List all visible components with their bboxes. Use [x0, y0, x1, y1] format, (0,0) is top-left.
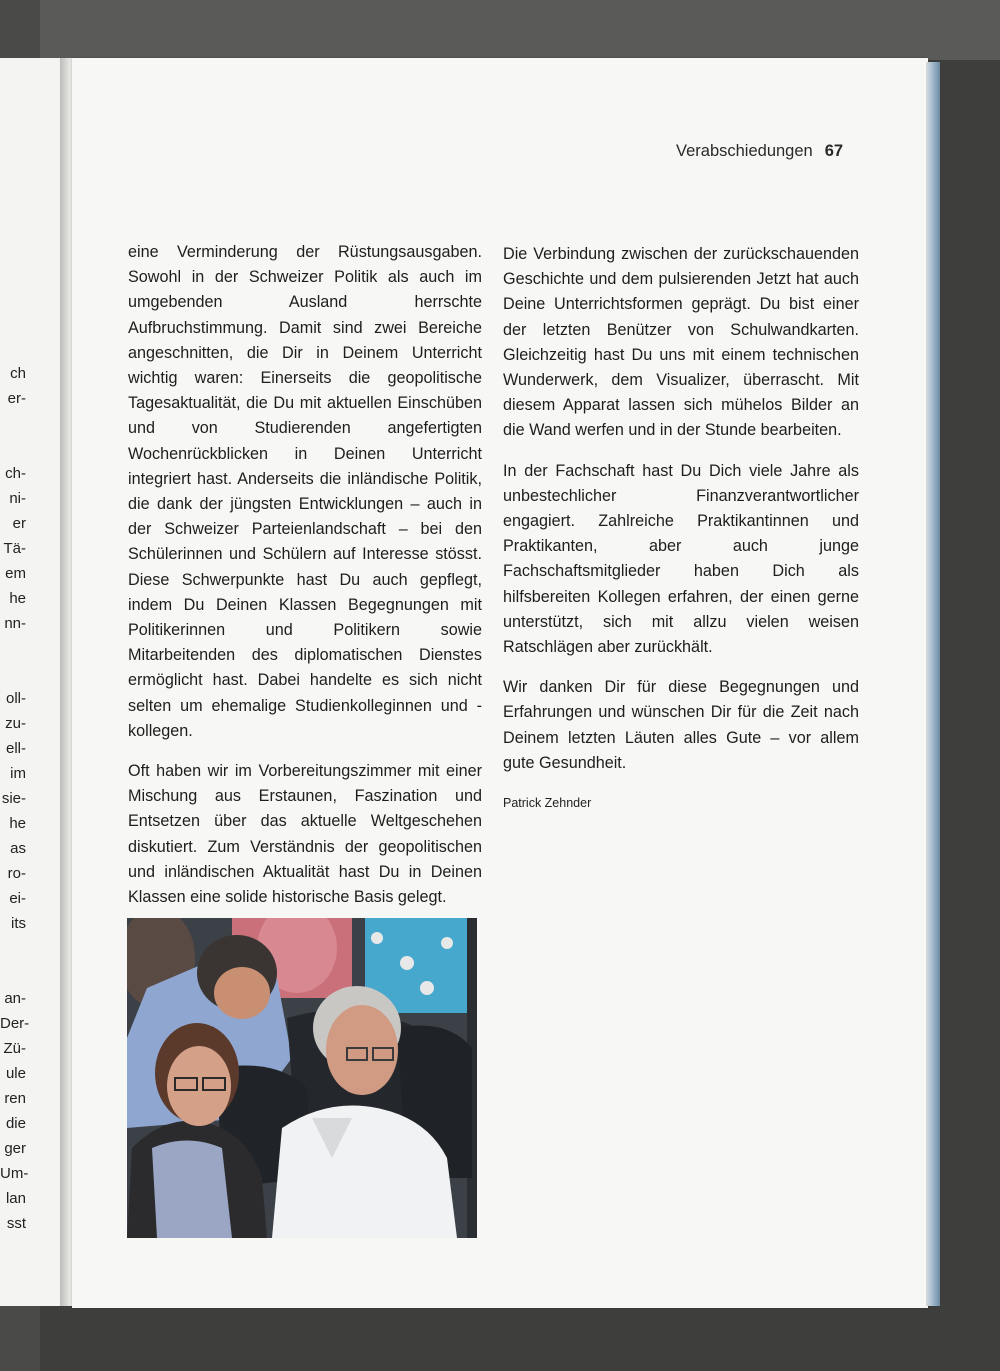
section-title: Verabschiedungen: [676, 142, 813, 160]
left-page-text-fragment: as: [10, 840, 26, 857]
left-page-text-fragment: ell-: [5, 740, 26, 757]
left-page-text-fragment: oll-: [5, 690, 26, 707]
page-stack-edge: [926, 62, 940, 1306]
left-page-text-fragment: nn-: [4, 615, 26, 632]
left-page-text-fragment: sst: [6, 1215, 26, 1232]
scan-background: [0, 0, 1000, 60]
left-page-text-fragment: Der-: [0, 1015, 30, 1032]
photo-illustration: [127, 918, 477, 1238]
text-column-left: [128, 240, 482, 925]
left-page-text-fragment: er-: [7, 390, 26, 407]
left-page-text-fragment: die: [5, 1115, 26, 1132]
author-signature: Patrick Zehnder: [503, 796, 592, 811]
left-page-text-fragment: im: [10, 765, 26, 782]
left-page-text-fragment: its: [11, 915, 26, 932]
left-page-text-fragment: zu-: [5, 715, 26, 732]
left-page-text-fragment: ch: [10, 365, 26, 382]
left-page-text-fragment: Zü-: [3, 1040, 26, 1057]
paragraph: Wir danken Dir für diese Begegnungen und Erfahrungen und wünschen Dir für die Zeit nach Deinem letzten Läuten alles Gute – vor allem gute Gesundheit.: [503, 678, 859, 772]
left-page-text-fragment: sie-: [1, 790, 26, 807]
left-page-text-fragment: er: [12, 515, 26, 532]
left-page-text-fragment: ei-: [9, 890, 26, 907]
text-column-right: [503, 242, 859, 816]
paragraph: In der Fachschaft hast Du Dich viele Jahre als unbestechlicher Finanzverantwortlicher engagiert. Zahlreiche Praktikantinnen und Praktikanten, aber auch junge Fachschaftsmitglieder haben Dich als hilfsbereiten Kollegen erfahren, der einen gerne unterstützt, sich mit allzu vielen weisen Ratschlägen aber zurückhält.: [503, 461, 859, 657]
audience-photo: [127, 918, 477, 1238]
left-page-text-fragment: ren: [4, 1090, 26, 1107]
left-page-text-fragment: ni-: [9, 490, 26, 507]
left-page-text-fragment: ro-: [7, 865, 26, 882]
paragraph: Die Verbindung zwischen der zurückschauenden Geschichte und dem pulsierenden Jetzt hat auch Deine Unterrichtsformen geprägt. Du bist einer der letzten Benützer von Schulwandkarten. Gleichzeitig hast Du uns mit einem technischen Wunderwerk, dem Visualizer, überrascht. Mit diesem Apparat lassen sich mühelos Bilder an die Wand werfen und in der Stunde bearbeiten.: [503, 245, 859, 440]
left-page-text-fragment: Tä-: [3, 540, 26, 557]
page-number: 67: [824, 142, 844, 160]
left-page-text-fragment: ch-: [5, 465, 26, 482]
left-page-text-fragment: em: [5, 565, 26, 582]
left-page-edge: [0, 58, 64, 1306]
paragraph: Oft haben wir im Vorbereitungszimmer mit einer Mischung aus Erstaunen, Faszination und Entsetzen über das aktuelle Weltgeschehen diskutiert. Zum Verständnis der geopolitischen und inländischen Aktualität hast Du in Deinen Klassen eine solide historische Basis gelegt.: [128, 762, 482, 907]
running-header: [676, 142, 843, 161]
left-page-text-fragment: he: [9, 815, 26, 832]
left-page-text-fragment: ger: [4, 1140, 26, 1157]
left-page-text-fragment: lan: [5, 1190, 26, 1207]
paragraph: eine Verminderung der Rüstungsausgaben. Sowohl in der Schweizer Politik als auch im umgebenden Ausland herrschte Aufbruchstimmung. Damit sind zwei Bereiche angeschnitten, die Dir in Deinem Unterricht wichtig waren: Einerseits die geopolitische Tagesaktualität, die Du mit aktuellen Einschüben und von Studierenden angefertigten Wochenrückblicken in Deinen Unterricht integriert hast. Anderseits die inländische Politik, die dank der jüngsten Entwicklungen – auch in der Schweizer Parteienlandschaft – bei den Schülerinnen und Schülern auf Interesse stösst. Diese Schwerpunkte hast Du auch gepflegt, indem Du Deinen Klassen Begegnungen mit Politikerinnen und Politikern sowie Mitarbeitenden des diplomatischen Dienstes ermöglicht hast. Dabei handelte es sich nicht selten um ehemalige Studienkolleginnen und -kollegen.: [128, 243, 482, 740]
left-page-text-fragment: ule: [5, 1065, 26, 1082]
left-page-text-fragment: he: [9, 590, 26, 607]
left-page-text-fragment: Um-: [0, 1165, 29, 1182]
left-page-text-fragment: an-: [4, 990, 26, 1007]
